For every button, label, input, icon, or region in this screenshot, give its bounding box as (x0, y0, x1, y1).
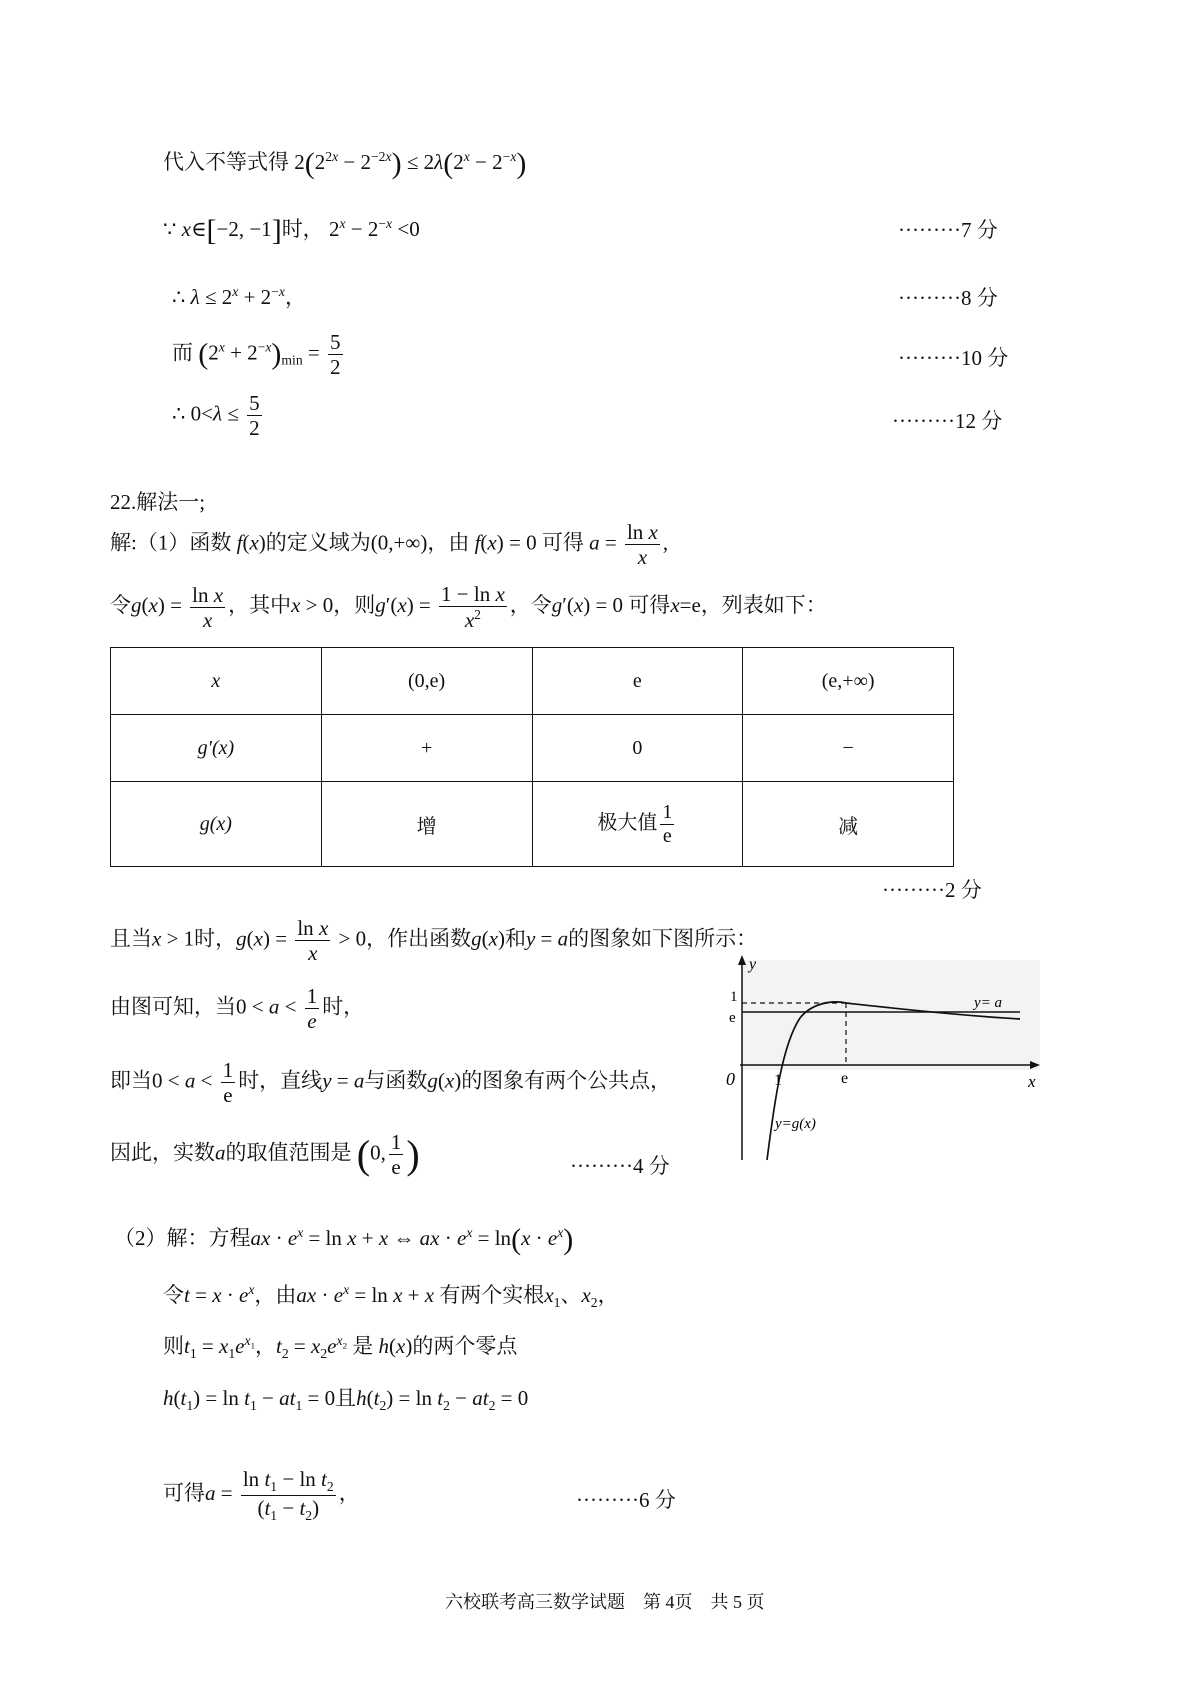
x-tick-e-label: e (841, 1070, 849, 1087)
line-zeros-of-h: 则$t_1 = x_1e^{x_1}$，$t_2 = x_2e^{x_2}$ 是 h(x)的两个零点 (163, 1333, 518, 1362)
score-7: ·········7 分 (898, 218, 998, 242)
score-2: ·········2 分 (882, 878, 982, 902)
line-substitution-t: 令$t = x \cdot e^x$，由ax · $e^x = \ln x + x$ 有两个实根$x_1$、$x_2$， (163, 1282, 619, 1311)
table-row (111, 715, 954, 782)
origin-label: 0 (726, 1069, 735, 1089)
line-g-positive: 且当x > 1时，g(x) = $\frac{\text{ln x}}{x}$ > 0，作出函数g(x)和y = a的图象如下图所示： (110, 916, 758, 966)
y-tick-1-label: 1 (730, 989, 738, 1005)
table-cell: 极大值 $\frac{1}{e}$ (532, 782, 743, 867)
table-cell: + (321, 715, 532, 782)
line-lambda-bound: ∴ $\lambda \le 2^x + 2^{-x}$， (172, 284, 306, 309)
table-cell: (e,+∞) (743, 648, 954, 715)
function-graph-figure (712, 955, 1040, 1165)
table-cell: x (111, 648, 322, 715)
line-two-intersections: 即当0 < a < $\frac{1}{e}$ 时，直线y = a与函数g(x)的图象有两个公共点， (110, 1058, 672, 1108)
table-cell: g(x) (111, 782, 322, 867)
table-cell: 减 (743, 782, 954, 867)
line-a-expression: 可得a = $\frac{\ln t_1 - \ln t_2}{(t_1 - t_2)}$ ， (163, 1467, 360, 1524)
y-axis-label: y (749, 956, 757, 973)
line-define-g: 令g(x) = $\frac{\text{ln x}}{x}$ ，其中x > 0，则g′(x) = $\frac{\text{1 − ln x}}{x^2}$ ，令g′(x) = 0 可得x=e，列表如下： (110, 582, 827, 633)
line-h-equations: $h(t_1) = \ln t_1 - at_1 = 0$且$h(t_2) = \ln t_2 - at_2 = 0$ (163, 1386, 529, 1414)
table-cell: g′(x) (111, 715, 322, 782)
line-range-a: 因此，实数a的取值范围是 (0, $\frac{1}{e}$ ) (110, 1130, 420, 1180)
page-footer: 六校联考高三数学试题 第 4页 共 5 页 (445, 1592, 765, 1612)
table-cell: − (743, 715, 954, 782)
table-cell: 0 (532, 715, 743, 782)
line-lambda-range: ∴ 0<λ ≤ $\frac{5}{2}$ (172, 391, 260, 441)
score-4: ·········4 分 (570, 1154, 670, 1178)
line-x-interval: ∵ x∈[−2, −1]时， $2^x - 2^{-x} <0$ (163, 214, 420, 248)
table-row (111, 782, 954, 867)
monotonicity-table (110, 647, 954, 867)
line-a-label: y= a (974, 995, 1003, 1011)
figure-background (742, 960, 1040, 1070)
problem-22-title: 22.解法一; (110, 490, 206, 514)
score-10: ·········10 分 (898, 346, 1009, 370)
score-12: ·········12 分 (892, 409, 1003, 433)
line-domain: 解:（1）函数 f(x)的定义域为(0,+∞)，由 f(x) = 0 可得 a = $\frac{\text{ln x}}{x}$ , (110, 520, 669, 570)
table-cell: e (532, 648, 743, 715)
score-8: ·········8 分 (898, 286, 998, 310)
line-equation-transform: （2）解：方程ax · $e^x = \ln x + x$ ⇔ ax · $e^x = \ln(x \cdot e^x)$ (114, 1223, 574, 1257)
curve-g-label: y=g(x) (775, 1116, 816, 1132)
table-cell: (0,e) (321, 648, 532, 715)
table-row (111, 648, 954, 715)
score-6: ·········6 分 (576, 1488, 676, 1512)
y-tick-e-label: e (729, 1010, 736, 1026)
table-cell: 增 (321, 782, 532, 867)
line-from-figure: 由图可知，当0 < a < $\frac{1}{e}$ 时， (110, 984, 365, 1034)
x-tick-1-label: 1 (774, 1072, 782, 1089)
x-axis-label: x (1028, 1072, 1036, 1091)
line-substitute-inequality: 代入不等式得 $2(2^{2x} - 2^{-2x}) \le 2\lambda(2^x - 2^{-x})$ (163, 147, 527, 181)
line-min-value: 而 $(2^x + 2^{-x})_{min}$ = $\frac{5}{2}$ (172, 330, 341, 380)
